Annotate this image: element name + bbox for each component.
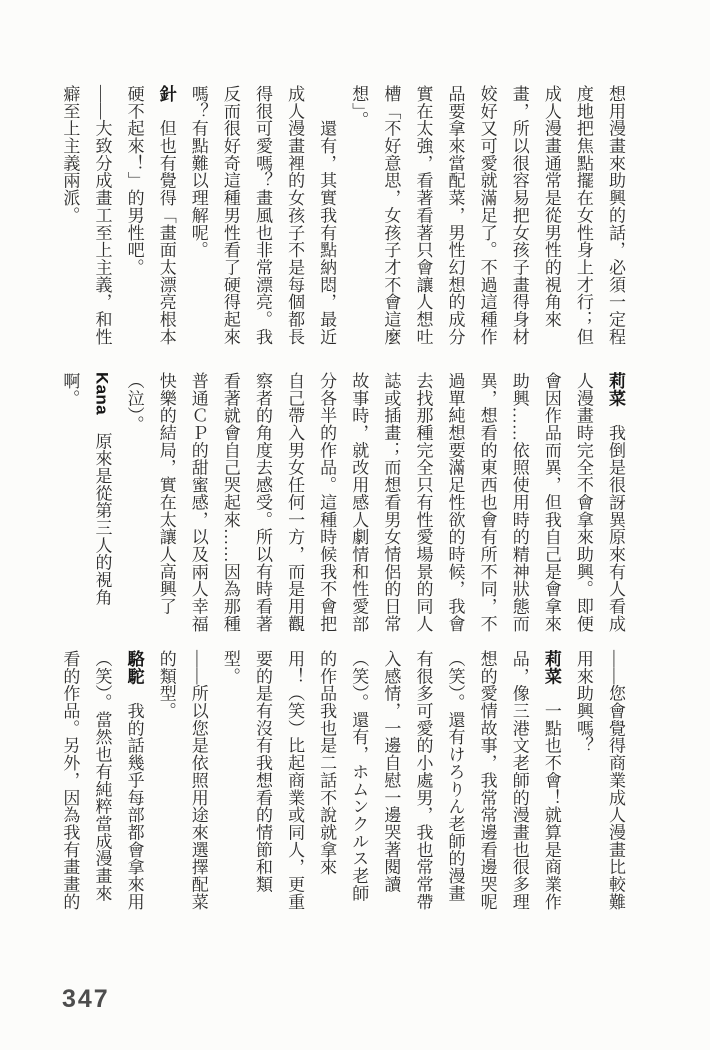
text-column xyxy=(118,650,150,910)
text-column xyxy=(150,650,182,910)
text-column xyxy=(246,85,278,345)
column-text: 品要拿來當配菜，男性幻想的成分 xyxy=(445,85,465,346)
text-column xyxy=(503,650,535,910)
column-text: 我倒是很訝異原來有人看成 xyxy=(606,406,625,633)
text-column xyxy=(471,650,503,910)
column-text: 型。 xyxy=(220,650,240,685)
text-column xyxy=(567,85,599,345)
text-column xyxy=(406,650,438,910)
text-column xyxy=(342,372,374,632)
column-text: 得很可愛嗎？畫風也非常漂亮。我 xyxy=(252,85,272,346)
text-column xyxy=(406,372,438,632)
column-text: 一點也不會！就算是商業作 xyxy=(541,684,561,911)
speaker-name: 莉菜 xyxy=(541,650,561,685)
text-column xyxy=(214,650,246,910)
column-text: 普通ＣＰ的甜蜜感，以及兩人幸福 xyxy=(188,372,208,633)
column-text: 要的是有沒有我想看的情節和類 xyxy=(252,650,272,893)
text-column xyxy=(53,372,85,632)
column-text: 人漫畫時完全不會拿來助興。即便 xyxy=(573,372,593,633)
text-column xyxy=(53,85,85,345)
column-text: 故事時，就改用感人劇情和性愛部 xyxy=(349,372,369,633)
text-column xyxy=(246,650,278,910)
column-text: 用！（笑）比起商業或同人，更重 xyxy=(285,650,305,911)
column-text: （笑）。當然也有純粹當成漫畫來 xyxy=(92,650,112,902)
speaker-name: 針 xyxy=(156,85,176,103)
text-column xyxy=(471,85,503,345)
text-column xyxy=(406,85,438,345)
column-text: 的類型。 xyxy=(156,650,176,720)
column-text: 看的作品。另外，因為我有畫畫的 xyxy=(60,650,80,911)
speaker-name: 駱駝 xyxy=(124,650,144,685)
text-column xyxy=(118,85,150,345)
text-column xyxy=(150,372,182,632)
text-column xyxy=(535,372,567,632)
column-text: 誌或插畫；而想看男女情侶的日常 xyxy=(381,372,401,633)
column-text: 我的話幾乎每部都會拿來用 xyxy=(124,684,144,911)
text-column xyxy=(214,85,246,345)
column-text: 會因作品而異，但我自己是會拿來 xyxy=(541,372,561,633)
column-text: 成人漫畫裡的女孩子不是每個都長 xyxy=(285,85,305,346)
text-column xyxy=(438,85,470,345)
column-text: 度地把焦點擺在女性身上才行；但 xyxy=(573,85,593,346)
column-text: 的作品我也是二話不說就拿來 xyxy=(317,650,337,876)
column-text: 但也有覺得「畫面太漂亮根本 xyxy=(156,102,176,346)
column-text: 入感情，一邊自慰一邊哭著閱讀 xyxy=(381,650,401,893)
column-text: 嗎？有點難以理解呢。 xyxy=(188,85,208,259)
text-column xyxy=(567,372,599,632)
column-text: 過單純想要滿足性欲的時候，我會 xyxy=(445,372,465,633)
column-text: 看著就會自己哭起來……因為那種 xyxy=(220,372,240,633)
column-text: 硬不起來！」的男性吧。 xyxy=(124,85,144,276)
text-column xyxy=(278,85,310,345)
column-text: 有很多可愛的小處男，我也常常帶 xyxy=(413,650,433,911)
text-column xyxy=(53,650,85,910)
text-column xyxy=(342,650,374,910)
column-text: 去找那種完全只有性愛場景的同人 xyxy=(413,372,433,633)
text-column xyxy=(438,372,470,632)
text-column xyxy=(310,372,342,632)
text-column xyxy=(182,372,214,632)
column-text: 想用漫畫來助興的話，必須一定程 xyxy=(606,85,625,346)
column-text: 原來是從第三人的視角 xyxy=(92,414,112,606)
text-column xyxy=(310,85,342,345)
column-text: 自己帶入男女任何一方，而是用觀 xyxy=(285,372,305,633)
column-text: 用來助興嗎？ xyxy=(573,650,593,755)
column-text: ——所以您是依照用途來選擇配菜 xyxy=(188,650,208,911)
text-column xyxy=(599,85,631,345)
text-column xyxy=(342,85,374,345)
text-column xyxy=(535,650,567,910)
column-text: 癖至上主義兩派。 xyxy=(60,85,80,224)
column-text: 槽「不好意思，女孩子才不會這麼 xyxy=(381,85,401,346)
column-text: 啊。 xyxy=(60,372,80,407)
text-column xyxy=(374,85,406,345)
column-text: 實在太強，看著看著只會讓人想吐 xyxy=(413,85,433,346)
text-band-bottom xyxy=(53,650,631,910)
column-text: 畫，所以很容易把女孩子畫得身材 xyxy=(509,85,529,346)
text-column xyxy=(599,372,631,632)
text-column xyxy=(374,650,406,910)
column-text: （笑）。還有，ホムンクルス老師 xyxy=(349,650,369,902)
text-column xyxy=(85,650,117,910)
column-text: 成人漫畫通常是從男性的視角來 xyxy=(541,85,561,328)
text-column xyxy=(85,85,117,345)
column-text: 姣好又可愛就滿足了。不過這種作 xyxy=(477,85,497,346)
text-column xyxy=(182,85,214,345)
column-text: 快樂的結局，實在太讓人高興了 xyxy=(156,372,176,615)
text-band-top xyxy=(53,85,631,345)
text-column xyxy=(118,372,150,632)
column-text: ——大致分成畫工至上主義，和性 xyxy=(92,85,112,346)
column-text: （笑）。還有けろりん老師的漫畫 xyxy=(445,650,465,902)
text-band-middle xyxy=(53,372,631,632)
text-column xyxy=(214,372,246,632)
text-column xyxy=(503,85,535,345)
column-text: 還有，其實我有點納悶，最近 xyxy=(317,85,337,346)
text-column xyxy=(246,372,278,632)
text-column xyxy=(535,85,567,345)
column-text: 異，想看的東西也會有所不同，不 xyxy=(477,372,497,633)
column-text: ——您會覺得商業成人漫畫比較難 xyxy=(606,650,625,911)
text-column xyxy=(438,650,470,910)
text-column xyxy=(471,372,503,632)
speaker-name: Kana xyxy=(92,372,112,415)
text-column xyxy=(599,650,631,910)
column-text: （泣）。 xyxy=(124,372,144,433)
text-column xyxy=(503,372,535,632)
column-text: 助興……依照使用時的精神狀態而 xyxy=(509,372,529,633)
text-column xyxy=(85,372,117,632)
column-text: 品，像三港文老師的漫畫也很多理 xyxy=(509,650,529,911)
text-column xyxy=(150,85,182,345)
page-number: 347 xyxy=(62,985,110,1013)
column-text: 察者的角度去感受。所以有時看著 xyxy=(252,372,272,633)
text-column xyxy=(278,650,310,910)
text-column xyxy=(310,650,342,910)
text-column xyxy=(182,650,214,910)
text-column xyxy=(374,372,406,632)
text-column xyxy=(278,372,310,632)
column-text: 想」。 xyxy=(349,85,369,129)
speaker-name: 莉菜 xyxy=(606,372,625,407)
column-text: 想的愛情故事，我常常邊看邊哭呢 xyxy=(477,650,497,911)
column-text: 分各半的作品。這種時候我不會把 xyxy=(317,372,337,633)
text-column xyxy=(567,650,599,910)
column-text: 反而很好奇這種男性看了硬得起來 xyxy=(220,85,240,346)
